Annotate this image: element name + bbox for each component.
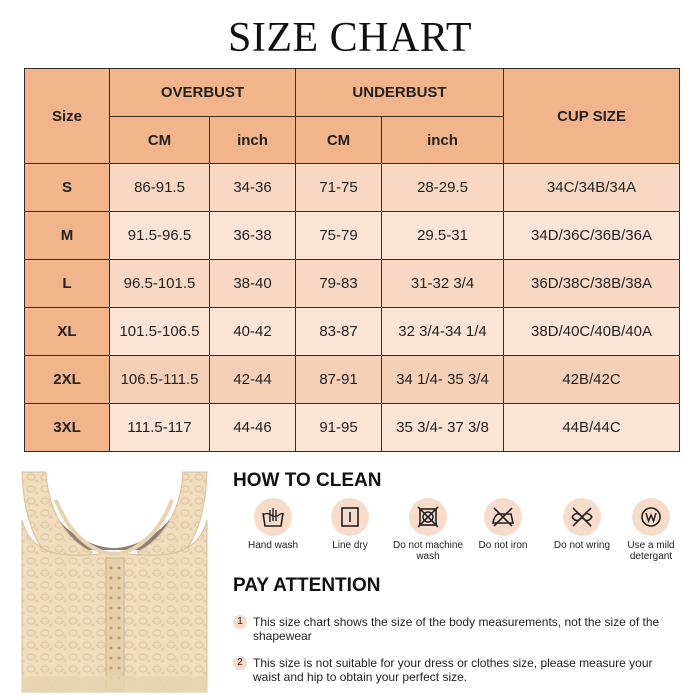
underbust-inch-cell: 29.5-31 xyxy=(382,212,504,260)
cup-size-cell: 34D/36C/36B/36A xyxy=(504,212,680,260)
underbust-inch-cell: 32 3/4-34 1/4 xyxy=(382,308,504,356)
note-text: This size chart shows the size of the body measurements, not the size of the shapewear xyxy=(253,615,660,643)
attention-note xyxy=(233,656,673,686)
underbust-inch-cell: 31-32 3/4 xyxy=(382,260,504,308)
overbust-cm-cell: 86-91.5 xyxy=(110,164,210,212)
underbust-cm-cell: 87-91 xyxy=(296,356,382,404)
underbust-cm-cell: 71-75 xyxy=(296,164,382,212)
care-label: Do not iron xyxy=(478,540,528,551)
table-row xyxy=(25,404,680,452)
size-cell: S xyxy=(25,164,110,212)
cup-size-cell: 44B/44C xyxy=(504,404,680,452)
care-item xyxy=(614,498,688,562)
overbust-header: OVERBUST xyxy=(110,69,296,117)
cup-size-cell: 42B/42C xyxy=(504,356,680,404)
no-machine-wash-icon xyxy=(409,498,447,536)
care-item xyxy=(313,498,387,551)
underbust-header: UNDERBUST xyxy=(296,69,504,117)
care-label: Do not machine wash xyxy=(392,540,464,562)
care-item xyxy=(236,498,310,551)
care-label: Use a mild detergant xyxy=(627,540,675,562)
pay-attention-title: PAY ATTENTION xyxy=(233,575,381,596)
table-row xyxy=(25,164,680,212)
attention-note xyxy=(233,615,673,645)
page-title: SIZE CHART xyxy=(228,15,472,61)
overbust-inch-cell: 38-40 xyxy=(210,260,296,308)
underbust-cm-cell: 91-95 xyxy=(296,404,382,452)
overbust-cm-header: CM xyxy=(110,117,210,164)
line-dry-icon xyxy=(331,498,369,536)
care-item xyxy=(391,498,465,562)
overbust-cm-cell: 91.5-96.5 xyxy=(110,212,210,260)
note-number: 1 xyxy=(233,615,247,629)
size-chart-table xyxy=(24,68,680,452)
care-label: Do not wring xyxy=(553,540,611,551)
overbust-cm-cell: 111.5-117 xyxy=(110,404,210,452)
overbust-inch-cell: 42-44 xyxy=(210,356,296,404)
cup-size-header: CUP SIZE xyxy=(504,69,680,164)
table-row xyxy=(25,260,680,308)
size-cell: XL xyxy=(25,308,110,356)
cup-size-cell: 36D/38C/38B/38A xyxy=(504,260,680,308)
cup-size-cell: 34C/34B/34A xyxy=(504,164,680,212)
mild-detergent-icon xyxy=(632,498,670,536)
care-item xyxy=(545,498,619,551)
overbust-cm-cell: 101.5-106.5 xyxy=(110,308,210,356)
underbust-cm-cell: 83-87 xyxy=(296,308,382,356)
size-cell: 2XL xyxy=(25,356,110,404)
product-image xyxy=(12,460,217,698)
table-row xyxy=(25,356,680,404)
note-number: 2 xyxy=(233,656,247,670)
no-wring-icon xyxy=(563,498,601,536)
underbust-inch-header: inch xyxy=(382,117,504,164)
overbust-inch-cell: 36-38 xyxy=(210,212,296,260)
size-header: Size xyxy=(25,69,110,164)
table-row xyxy=(25,212,680,260)
hand-wash-icon xyxy=(254,498,292,536)
care-label: Hand wash xyxy=(247,540,299,551)
note-text: This size is not suitable for your dress or clothes size, please measure your waist and hip to obtain your perfect size. xyxy=(253,656,653,684)
size-cell: 3XL xyxy=(25,404,110,452)
care-label: Line dry xyxy=(332,540,368,551)
overbust-cm-cell: 106.5-111.5 xyxy=(110,356,210,404)
cup-size-cell: 38D/40C/40B/40A xyxy=(504,308,680,356)
underbust-cm-cell: 75-79 xyxy=(296,212,382,260)
care-icons xyxy=(236,498,686,578)
underbust-cm-header: CM xyxy=(296,117,382,164)
size-cell: L xyxy=(25,260,110,308)
underbust-inch-cell: 34 1/4- 35 3/4 xyxy=(382,356,504,404)
overbust-cm-cell: 96.5-101.5 xyxy=(110,260,210,308)
table-row xyxy=(25,308,680,356)
overbust-inch-cell: 44-46 xyxy=(210,404,296,452)
underbust-cm-cell: 79-83 xyxy=(296,260,382,308)
no-iron-icon xyxy=(484,498,522,536)
overbust-inch-cell: 40-42 xyxy=(210,308,296,356)
size-cell: M xyxy=(25,212,110,260)
overbust-inch-cell: 34-36 xyxy=(210,164,296,212)
care-item xyxy=(466,498,540,551)
underbust-inch-cell: 35 3/4- 37 3/8 xyxy=(382,404,504,452)
overbust-inch-header: inch xyxy=(210,117,296,164)
underbust-inch-cell: 28-29.5 xyxy=(382,164,504,212)
how-to-clean-title: HOW TO CLEAN xyxy=(233,470,382,491)
